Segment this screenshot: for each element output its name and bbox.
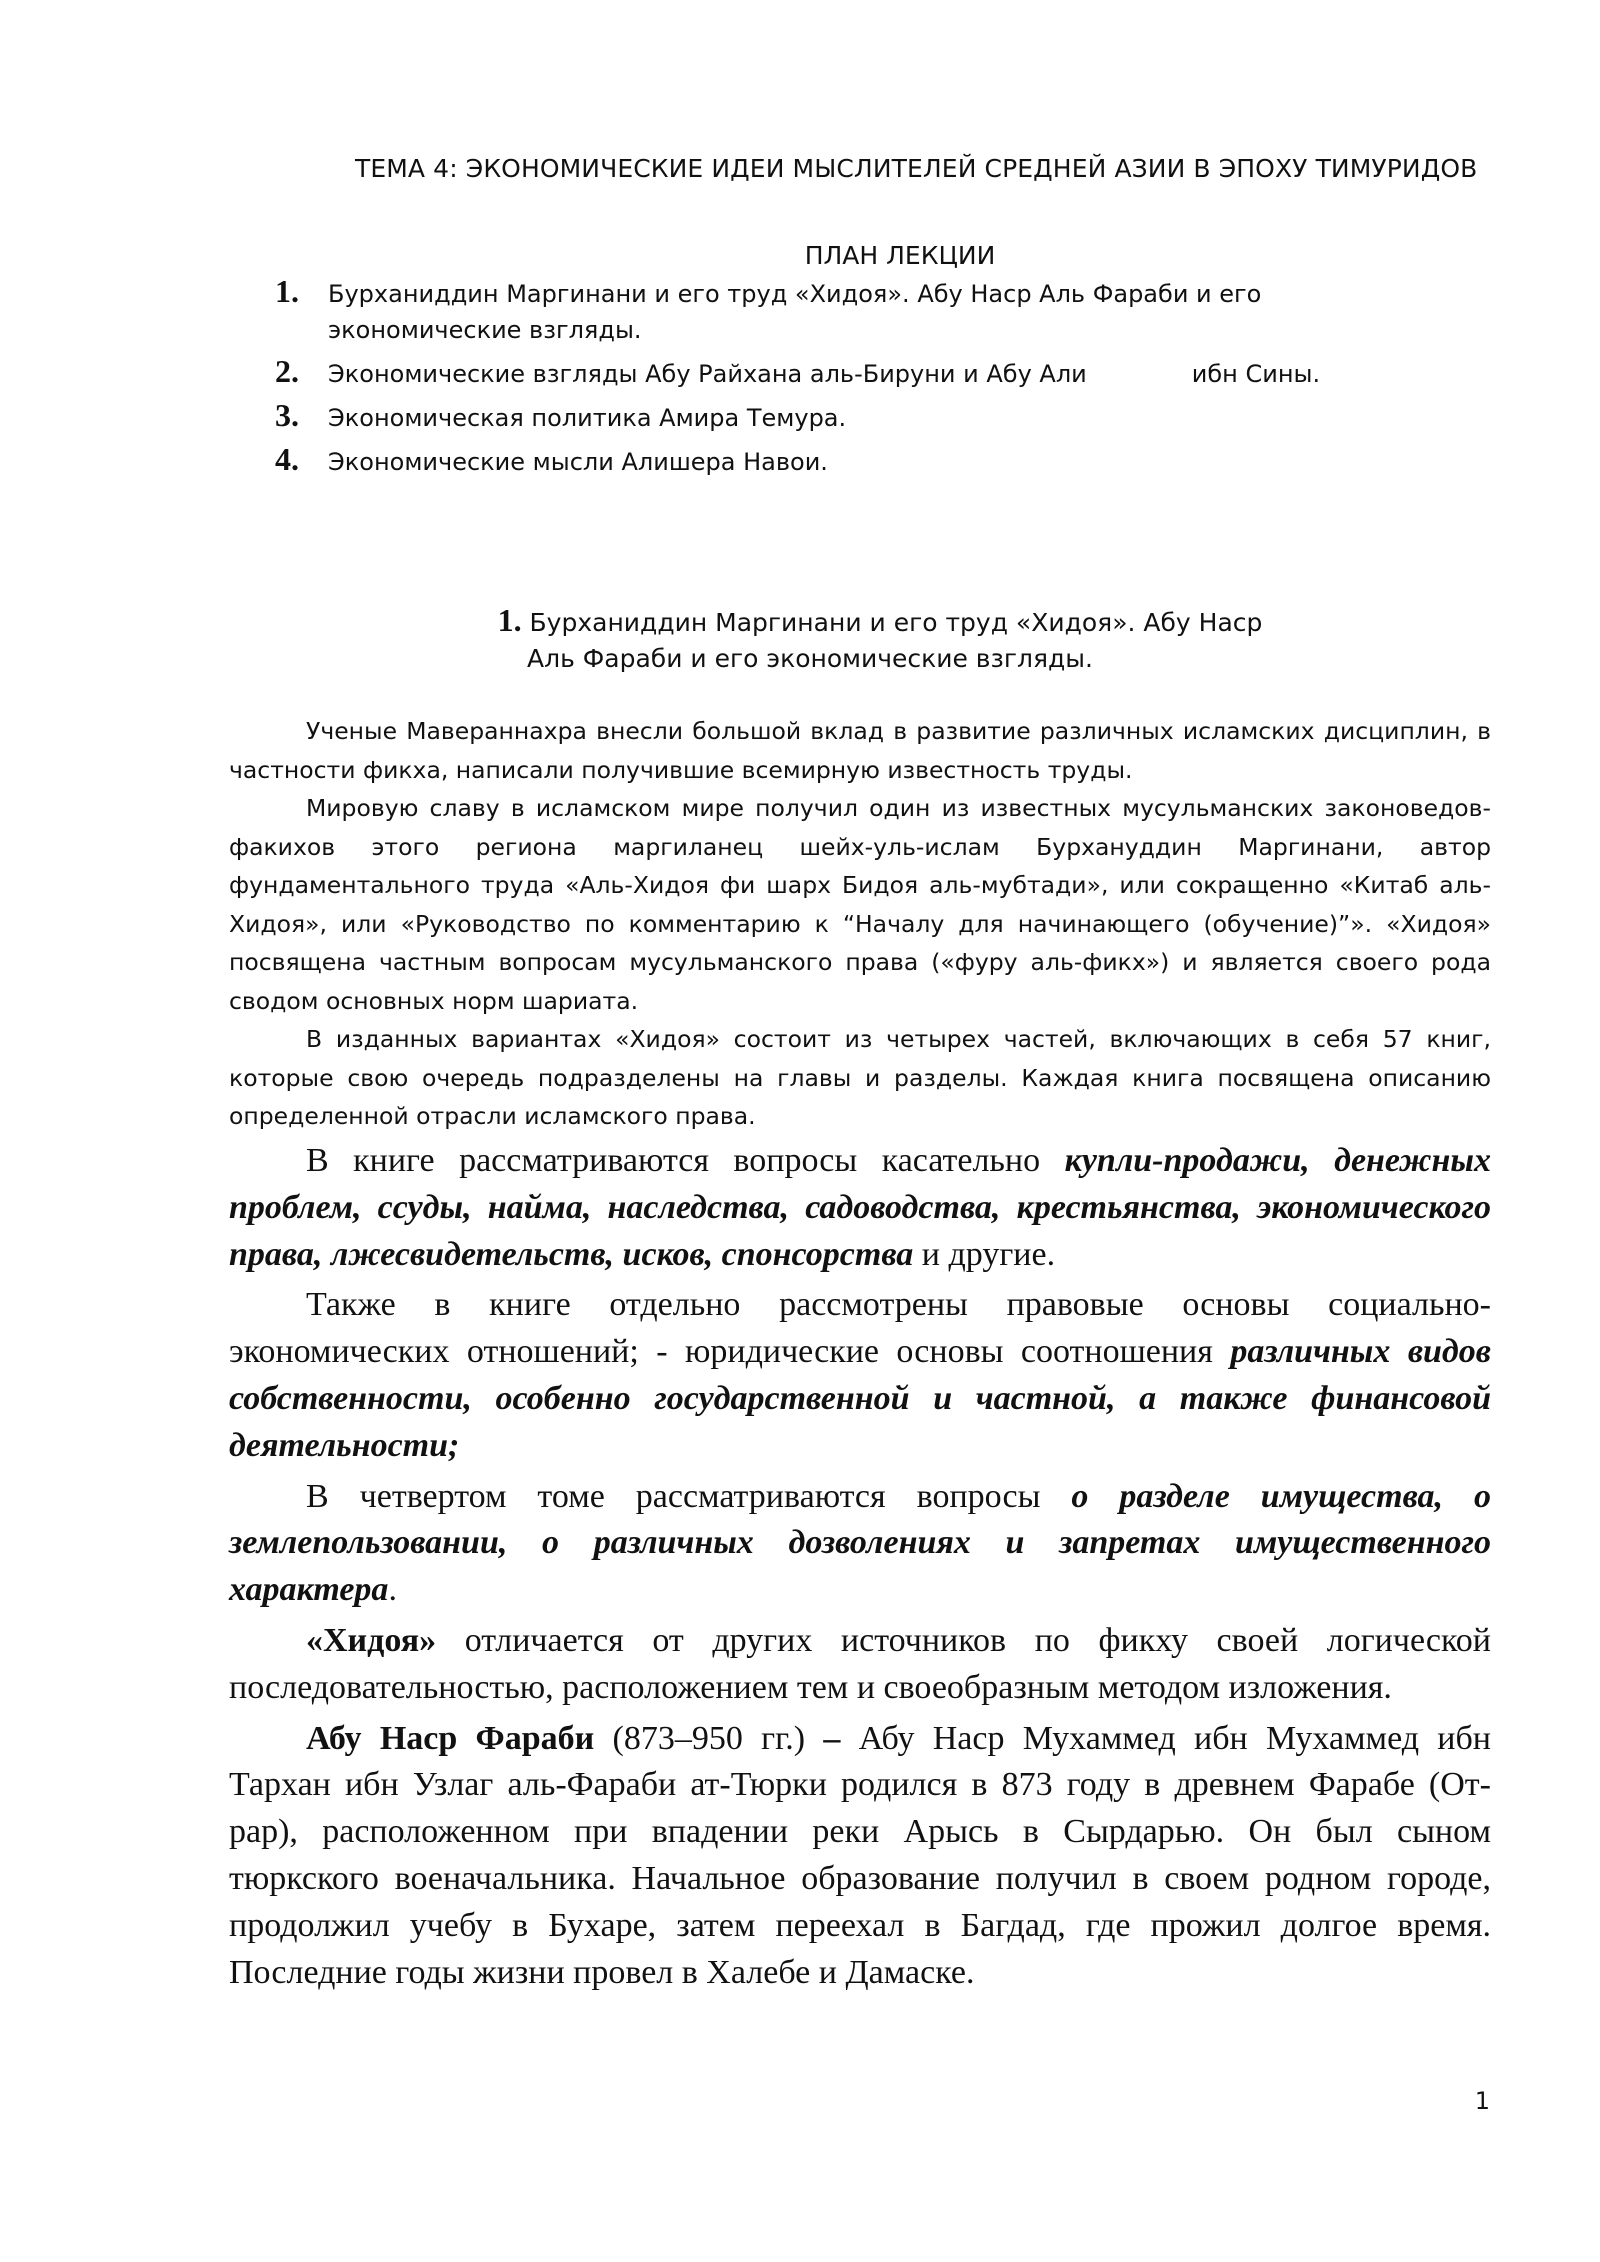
plan-item-number: 4. <box>275 441 299 477</box>
paragraph-2: Мировую славу в исламском мире получил один из известных мусульманских законоведов-факихов этого региона маргиланец шейх-уль-ислам Бурхануддин Маргинани, автор фундаментального труда «Аль-Хидоя фи шарх Бидоя аль-мубтади», или сокращенно «Китаб аль-Хидоя», или «Руководство по комментарию к “Началу для начинающего (обучение)”». «Хидоя» посвящена частным вопросам мусульманского права («фуру аль-фикх») и является своего рода сводом основных норм шариата. <box>229 794 1491 1015</box>
paragraph-5 <box>229 1282 1491 1469</box>
paragraph-7 <box>229 1618 1491 1712</box>
section-heading-line-2: Аль Фараби и его экономические взгляды. <box>527 644 1093 673</box>
plan-item-text: Экономические мысли Алишера Навои. <box>328 448 828 476</box>
text-run: . <box>388 1571 397 1609</box>
plan-item-4 <box>275 441 1475 480</box>
paragraph-6 <box>229 1474 1491 1614</box>
paragraph-4 <box>229 1138 1491 1278</box>
section-number: 1. <box>497 602 522 638</box>
plan-item-number: 2. <box>275 353 299 389</box>
plan-item-2 <box>275 353 1475 392</box>
paragraph-1: Ученые Мавераннахра внесли большой вклад в развитие различных исламских дисциплин, в частности фикха, написали получившие всемирную известность труды. <box>229 717 1491 784</box>
document-title: ТЕМА 4: ЭКОНОМИЧЕСКИЕ ИДЕИ МЫСЛИТЕЛЕЙ СРЕДНЕЙ АЗИИ В ЭПОХУ ТИМУРИДОВ <box>355 154 1478 183</box>
plan-item-number: 1. <box>275 273 299 309</box>
plan-item-text: Бурханиддин Маргинани и его труд «Хидоя». Абу Наср Аль Фараби и его экономические взгляды. <box>328 280 1262 344</box>
page-number: 1 <box>1474 2087 1490 2115</box>
plan-item-text: Экономическая политика Амира Темура. <box>328 404 847 432</box>
text-run: Абу Наср Мухаммед ибн Мухаммед ибн Тархан ибн Узлаг аль-Фараби ат-Тюрки родился в 873 году в древнем Фарабе (От-рар), расположенном при впадении реки Арысь в Сырдарью. Он был сыном тюркского военачальника. Начальное образование получил в своем родном городе, продолжил учебу в Бухаре, затем переехал в Багдад, где прожил долгое время. Последние годы жизни провел в Халебе и Дамаске. <box>229 1719 1491 1991</box>
plan-item-1 <box>275 273 1475 348</box>
text-run: В четвертом томе рассматриваются вопросы <box>306 1477 1072 1515</box>
text-run: и другие. <box>913 1235 1056 1273</box>
plan-item-number: 3. <box>275 397 299 433</box>
paragraph-3: В изданных вариантах «Хидоя» состоит из четырех частей, включающих в себя 57 книг, которые свою очередь подразделены на главы и разделы. Каждая книга посвящена описанию определенной отрасли исламского права. <box>229 1025 1491 1130</box>
body-text-sans <box>229 712 1491 1136</box>
plan-heading: ПЛАН ЛЕКЦИИ <box>804 241 996 270</box>
section-heading-text: Бурханиддин Маргинани и его труд «Хидоя». Абу Наср <box>529 608 1263 637</box>
text-run: Также в книге отдельно рассмотрены правовые основы социально-экономических отношений; - юридические основы соотношения <box>229 1286 1491 1371</box>
plan-list <box>275 273 1475 480</box>
section-heading <box>0 602 1600 677</box>
text-run: В книге рассматриваются вопросы касательно <box>306 1142 1065 1179</box>
emphasis-run: различных видов собственности, особенно государственной и частной, а также финансовой деятельности; <box>229 1333 1491 1464</box>
plan-item-3 <box>275 397 1475 436</box>
paragraph-8 <box>229 1716 1491 1997</box>
plan-item-text-part: Экономические взгляды Абу Райхана аль-Бируни и Абу Али <box>328 360 1087 388</box>
text-run: отличается от других источников по фикху своей логической последовательностью, расположением тем и своеобразным методом изложения. <box>229 1621 1491 1706</box>
text-run: (873–950 гг.) <box>594 1719 824 1757</box>
plan-item-text <box>328 356 1328 392</box>
plan-item-text-part: ибн Сины. <box>1191 360 1321 388</box>
section-heading-line-1 <box>60 602 1600 641</box>
emphasis-run: о разделе имущества, о землепользовании, о различных дозволениях и запретах имущественного характера <box>229 1477 1492 1609</box>
bold-run: «Хидоя» <box>306 1621 437 1659</box>
bold-run: – <box>823 1719 841 1757</box>
emphasis-run: купли-продажи, денежных проблем, ссуды, найма, наследства, садоводства, крестьянства, экономического права, лжесвидетельств, исков, спонсорства <box>229 1142 1491 1273</box>
body-text-serif <box>229 1138 1491 1996</box>
bold-run: Абу Наср Фараби <box>306 1719 595 1757</box>
